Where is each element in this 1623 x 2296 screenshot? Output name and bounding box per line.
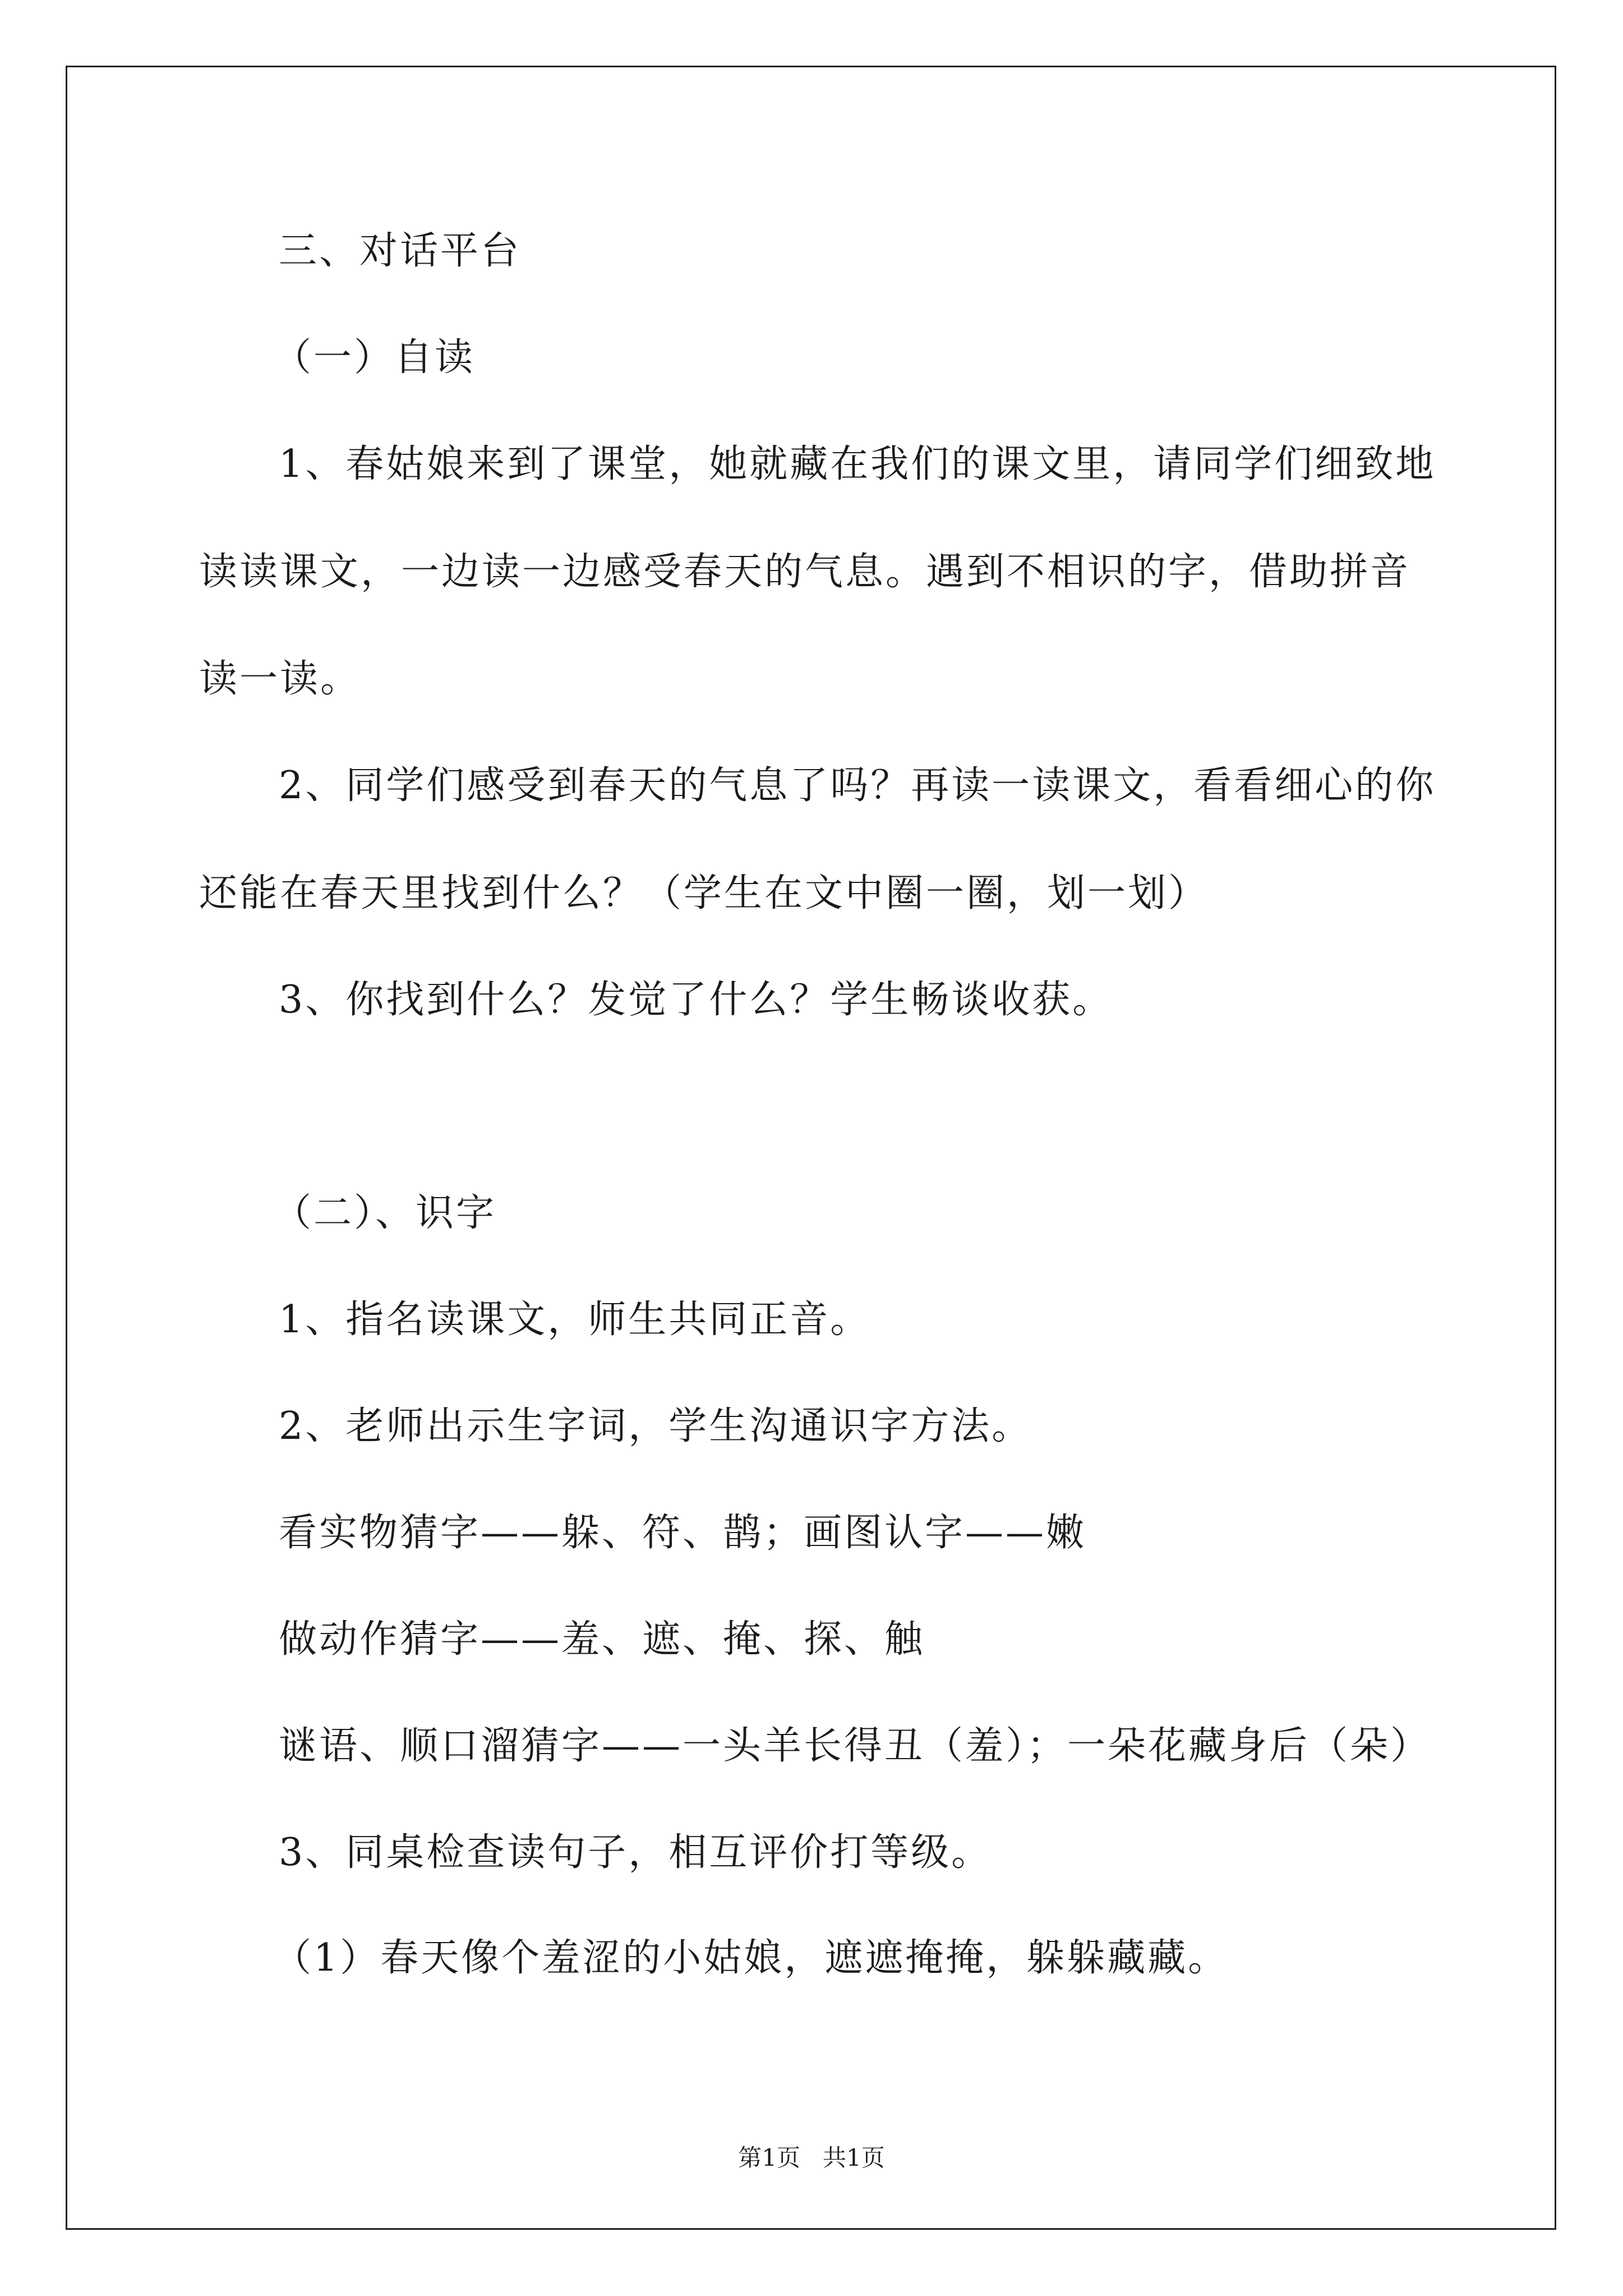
section-heading: 三、对话平台: [279, 229, 522, 273]
page-footer: 第1页 共1页: [738, 2144, 885, 2171]
paragraph-line: 还能在春天里找到什么？（学生在文中圈一圈，划一划）: [199, 871, 1209, 915]
paragraph-line: 读读课文，一边读一边感受春天的气息。遇到不相识的字，借助拼音: [199, 550, 1411, 594]
paragraph-line: 2、老师出示生字词，学生沟通识字方法。: [279, 1404, 1032, 1448]
paragraph-line: 看实物猜字——躲、符、鹊；画图认字——嫩: [279, 1511, 1087, 1555]
paragraph-line: 3、同桌检查读句子，相互评价打等级。: [279, 1830, 992, 1875]
paragraph-line: 谜语、顺口溜猜字——一头羊长得丑（羞）；一朵花藏身后（朵）: [279, 1724, 1431, 1768]
paragraph-line: 3、你找到什么？发觉了什么？学生畅谈收获。: [279, 978, 1113, 1022]
paragraph-line: 1、春姑娘来到了课堂，她就藏在我们的课文里，请同学们细致地: [279, 442, 1436, 486]
paragraph-line: （1）春天像个羞涩的小姑娘，遮遮掩掩，躲躲藏藏。: [273, 1936, 1229, 1980]
paragraph-line: 做动作猜字——羞、遮、掩、探、触: [279, 1617, 925, 1662]
page-border: [66, 66, 1556, 2230]
paragraph-line: 读一读。: [199, 657, 361, 701]
paragraph-line: 2、同学们感受到春天的气息了吗？再读一读课文，看看细心的你: [279, 763, 1436, 808]
subsection-heading: （二）、识字: [273, 1191, 497, 1235]
paragraph-line: 1、指名读课文，师生共同正音。: [279, 1297, 871, 1342]
subsection-heading: （一）自读: [273, 335, 476, 380]
